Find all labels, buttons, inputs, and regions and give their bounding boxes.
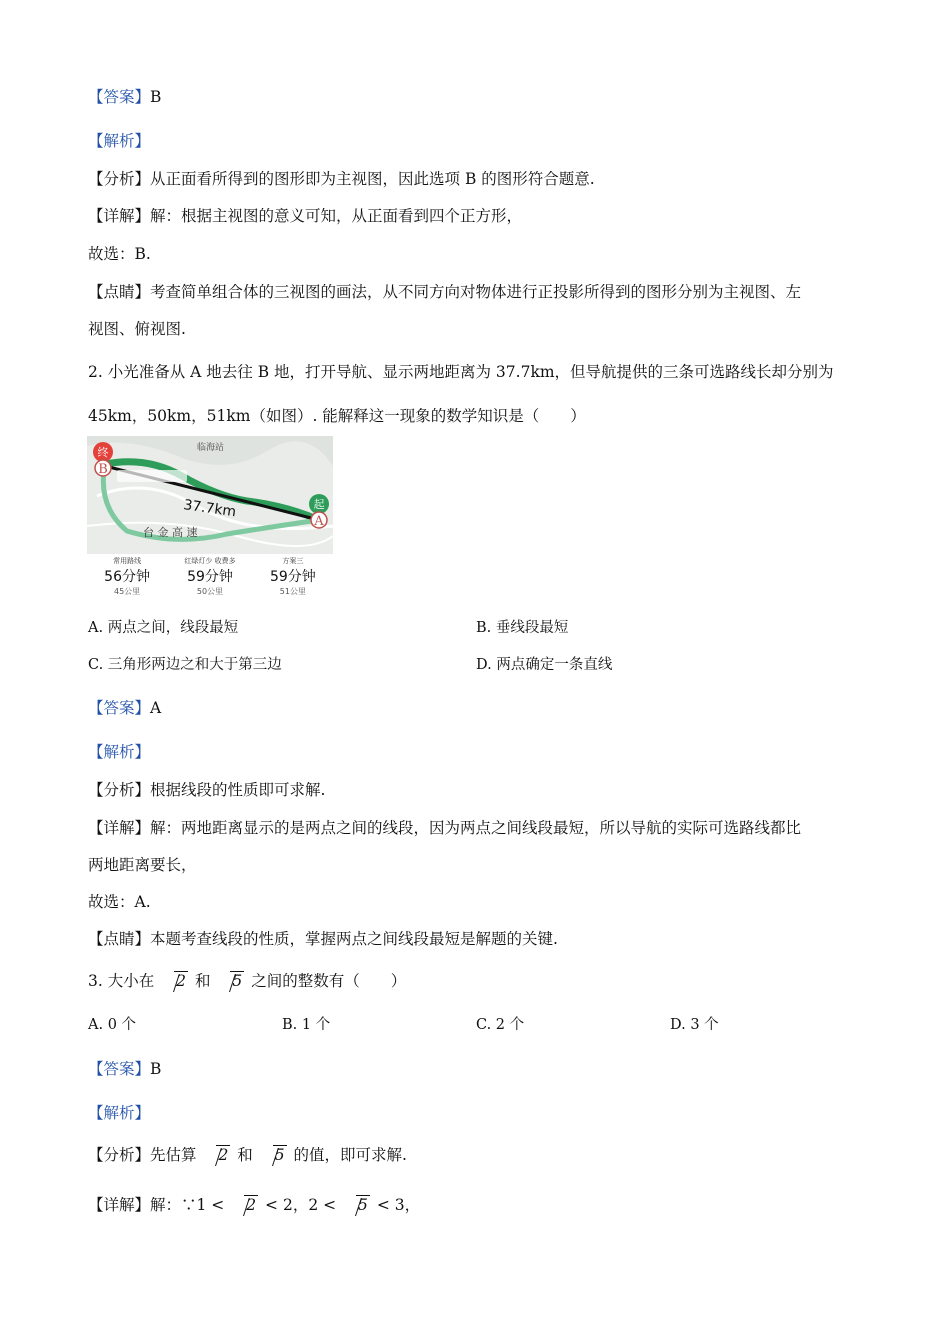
q3-option-a[interactable]: A. 0 个 [88, 1017, 137, 1033]
q2-option-a[interactable]: A. 两点之间，线段最短 [88, 620, 239, 636]
xiangjie-tag: 【详解】 [88, 207, 151, 225]
q3-option-c[interactable]: C. 2 个 [476, 1017, 525, 1033]
q2-dianjing [88, 928, 558, 950]
route-time: 59分钟 [269, 569, 316, 585]
end-badge: 终 [97, 446, 109, 459]
route-option[interactable] [104, 556, 150, 601]
q1-dianjing-line1 [88, 281, 801, 303]
q1-fenxi [88, 168, 595, 190]
label-a: A [314, 514, 324, 529]
fenxi-mid: 和 [237, 1146, 253, 1164]
route-time: 59分钟 [187, 569, 233, 585]
radicand: 5 [358, 1196, 368, 1214]
fenxi-tag: 【分析】 [88, 1146, 151, 1164]
radicand: 2 [176, 972, 187, 990]
radicand: 5 [274, 1146, 285, 1164]
route-option[interactable] [270, 556, 316, 601]
sqrt-2 [231, 1194, 258, 1216]
route-option[interactable] [184, 556, 235, 601]
xiangjie-tag: 【详解】 [88, 1196, 151, 1214]
q2-option-d[interactable]: D. 两点确定一条直线 [476, 657, 613, 673]
route-distance: 45公里 [113, 587, 141, 596]
radicand: 2 [218, 1146, 229, 1164]
q3-option-b[interactable]: B. 1 个 [282, 1017, 331, 1033]
q3-xiangjie [88, 1194, 420, 1216]
route-name: 红绿灯少 收费多 [184, 557, 236, 565]
answer-tag: 【答案】 [88, 1060, 151, 1078]
answer-tag: 【答案】 [88, 699, 151, 717]
q3-stem [88, 970, 406, 992]
stem-prefix: 3. 大小在 [88, 972, 155, 990]
start-badge: 起 [313, 498, 325, 511]
q2-option-c[interactable]: C. 三角形两边之和大于第三边 [88, 657, 282, 673]
dianjing-text: 本题考查线段的性质，掌握两点之间线段最短是解题的关键. [150, 930, 558, 948]
fenxi-prefix: 先估算 [150, 1146, 197, 1164]
answer-value: B [150, 88, 162, 106]
xiangjie-lt3: < 3， [376, 1196, 421, 1214]
route-options [87, 556, 333, 601]
q2-stem-line2: 45km，50km，51km（如图）. 能解释这一现象的数学知识是（ ） [88, 407, 586, 425]
q2-stem-line1: 2. 小光准备从 A 地去往 B 地，打开导航、显示两地距离为 37.7km，但导航提供的三条可选路线长却分别为 [88, 363, 834, 381]
dianjing-tag: 【点睛】 [88, 283, 151, 301]
navigation-map-figure [87, 436, 333, 601]
q1-xiangjie [88, 205, 522, 227]
q1-dianjing-line2: 视图、俯视图. [88, 320, 186, 338]
xiangjie-tag: 【详解】 [88, 819, 151, 837]
sqrt-5 [343, 1194, 370, 1216]
xiangjie-text: 解：根据主视图的意义可知，从正面看到四个正方形， [150, 207, 523, 225]
sqrt-5 [260, 1144, 287, 1166]
route-distance: 50公里 [196, 587, 224, 596]
q1-answer-line [88, 86, 161, 108]
dianjing-text: 考查简单组合体的三视图的画法，从不同方向对物体进行正投影所得到的图形分别为主视图、左 [150, 283, 802, 301]
sqrt-5 [217, 970, 244, 992]
q2-answer-line [88, 697, 161, 719]
distance-label: 37.7km [182, 497, 238, 521]
q3-fenxi [88, 1144, 407, 1166]
q1-jiexi-heading: 【解析】 [88, 132, 151, 150]
route-name: 方案三 [282, 557, 304, 565]
stem-mid: 和 [194, 972, 211, 990]
route-time: 56分钟 [104, 569, 150, 585]
q2-xiangjie-line2: 两地距离要长， [88, 856, 197, 874]
radicand: 5 [232, 972, 243, 990]
route-name: 常用路线 [113, 557, 142, 565]
q2-guxuan: 故选：A. [88, 893, 151, 911]
answer-value: A [150, 699, 162, 717]
stem-suffix: 之间的整数有（ ） [251, 972, 407, 990]
sqrt-2 [161, 970, 188, 992]
xiangjie-lt2: < 2，2 < [265, 1196, 337, 1214]
fenxi-suffix: 的值，即可求解. [293, 1146, 407, 1164]
route-distance: 51公里 [279, 587, 306, 596]
q3-answer-line [88, 1058, 161, 1080]
fenxi-tag: 【分析】 [88, 781, 151, 799]
fenxi-text: 根据线段的性质即可求解. [150, 781, 326, 799]
sqrt-2 [203, 1144, 230, 1166]
q1-guxuan: 故选：B. [88, 245, 151, 263]
radicand: 2 [246, 1196, 257, 1214]
q2-xiangjie-line1 [88, 817, 801, 839]
answer-tag: 【答案】 [88, 88, 151, 106]
station-label: 临海站 [197, 443, 225, 453]
q3-option-d[interactable]: D. 3 个 [670, 1017, 719, 1033]
highway-label: 台 金 高 速 [143, 526, 198, 539]
answer-value: B [150, 1060, 162, 1078]
q2-jiexi-heading: 【解析】 [88, 743, 151, 761]
dianjing-tag: 【点睛】 [88, 930, 151, 948]
fenxi-text: 从正面看所得到的图形即为主视图，因此选项 B 的图形符合题意. [150, 170, 595, 188]
q3-jiexi-heading: 【解析】 [88, 1104, 151, 1122]
xiangjie-text: 解：两地距离显示的是两点之间的线段，因为两点之间线段最短，所以导航的实际可选路线都比 [150, 819, 802, 837]
fenxi-tag: 【分析】 [88, 170, 151, 188]
label-b: B [98, 462, 108, 477]
q2-option-b[interactable]: B. 垂线段最短 [476, 620, 569, 636]
q2-fenxi [88, 779, 325, 801]
xiangjie-prefix: 解：∵1 < [150, 1196, 225, 1214]
tooltip-box [117, 470, 187, 482]
